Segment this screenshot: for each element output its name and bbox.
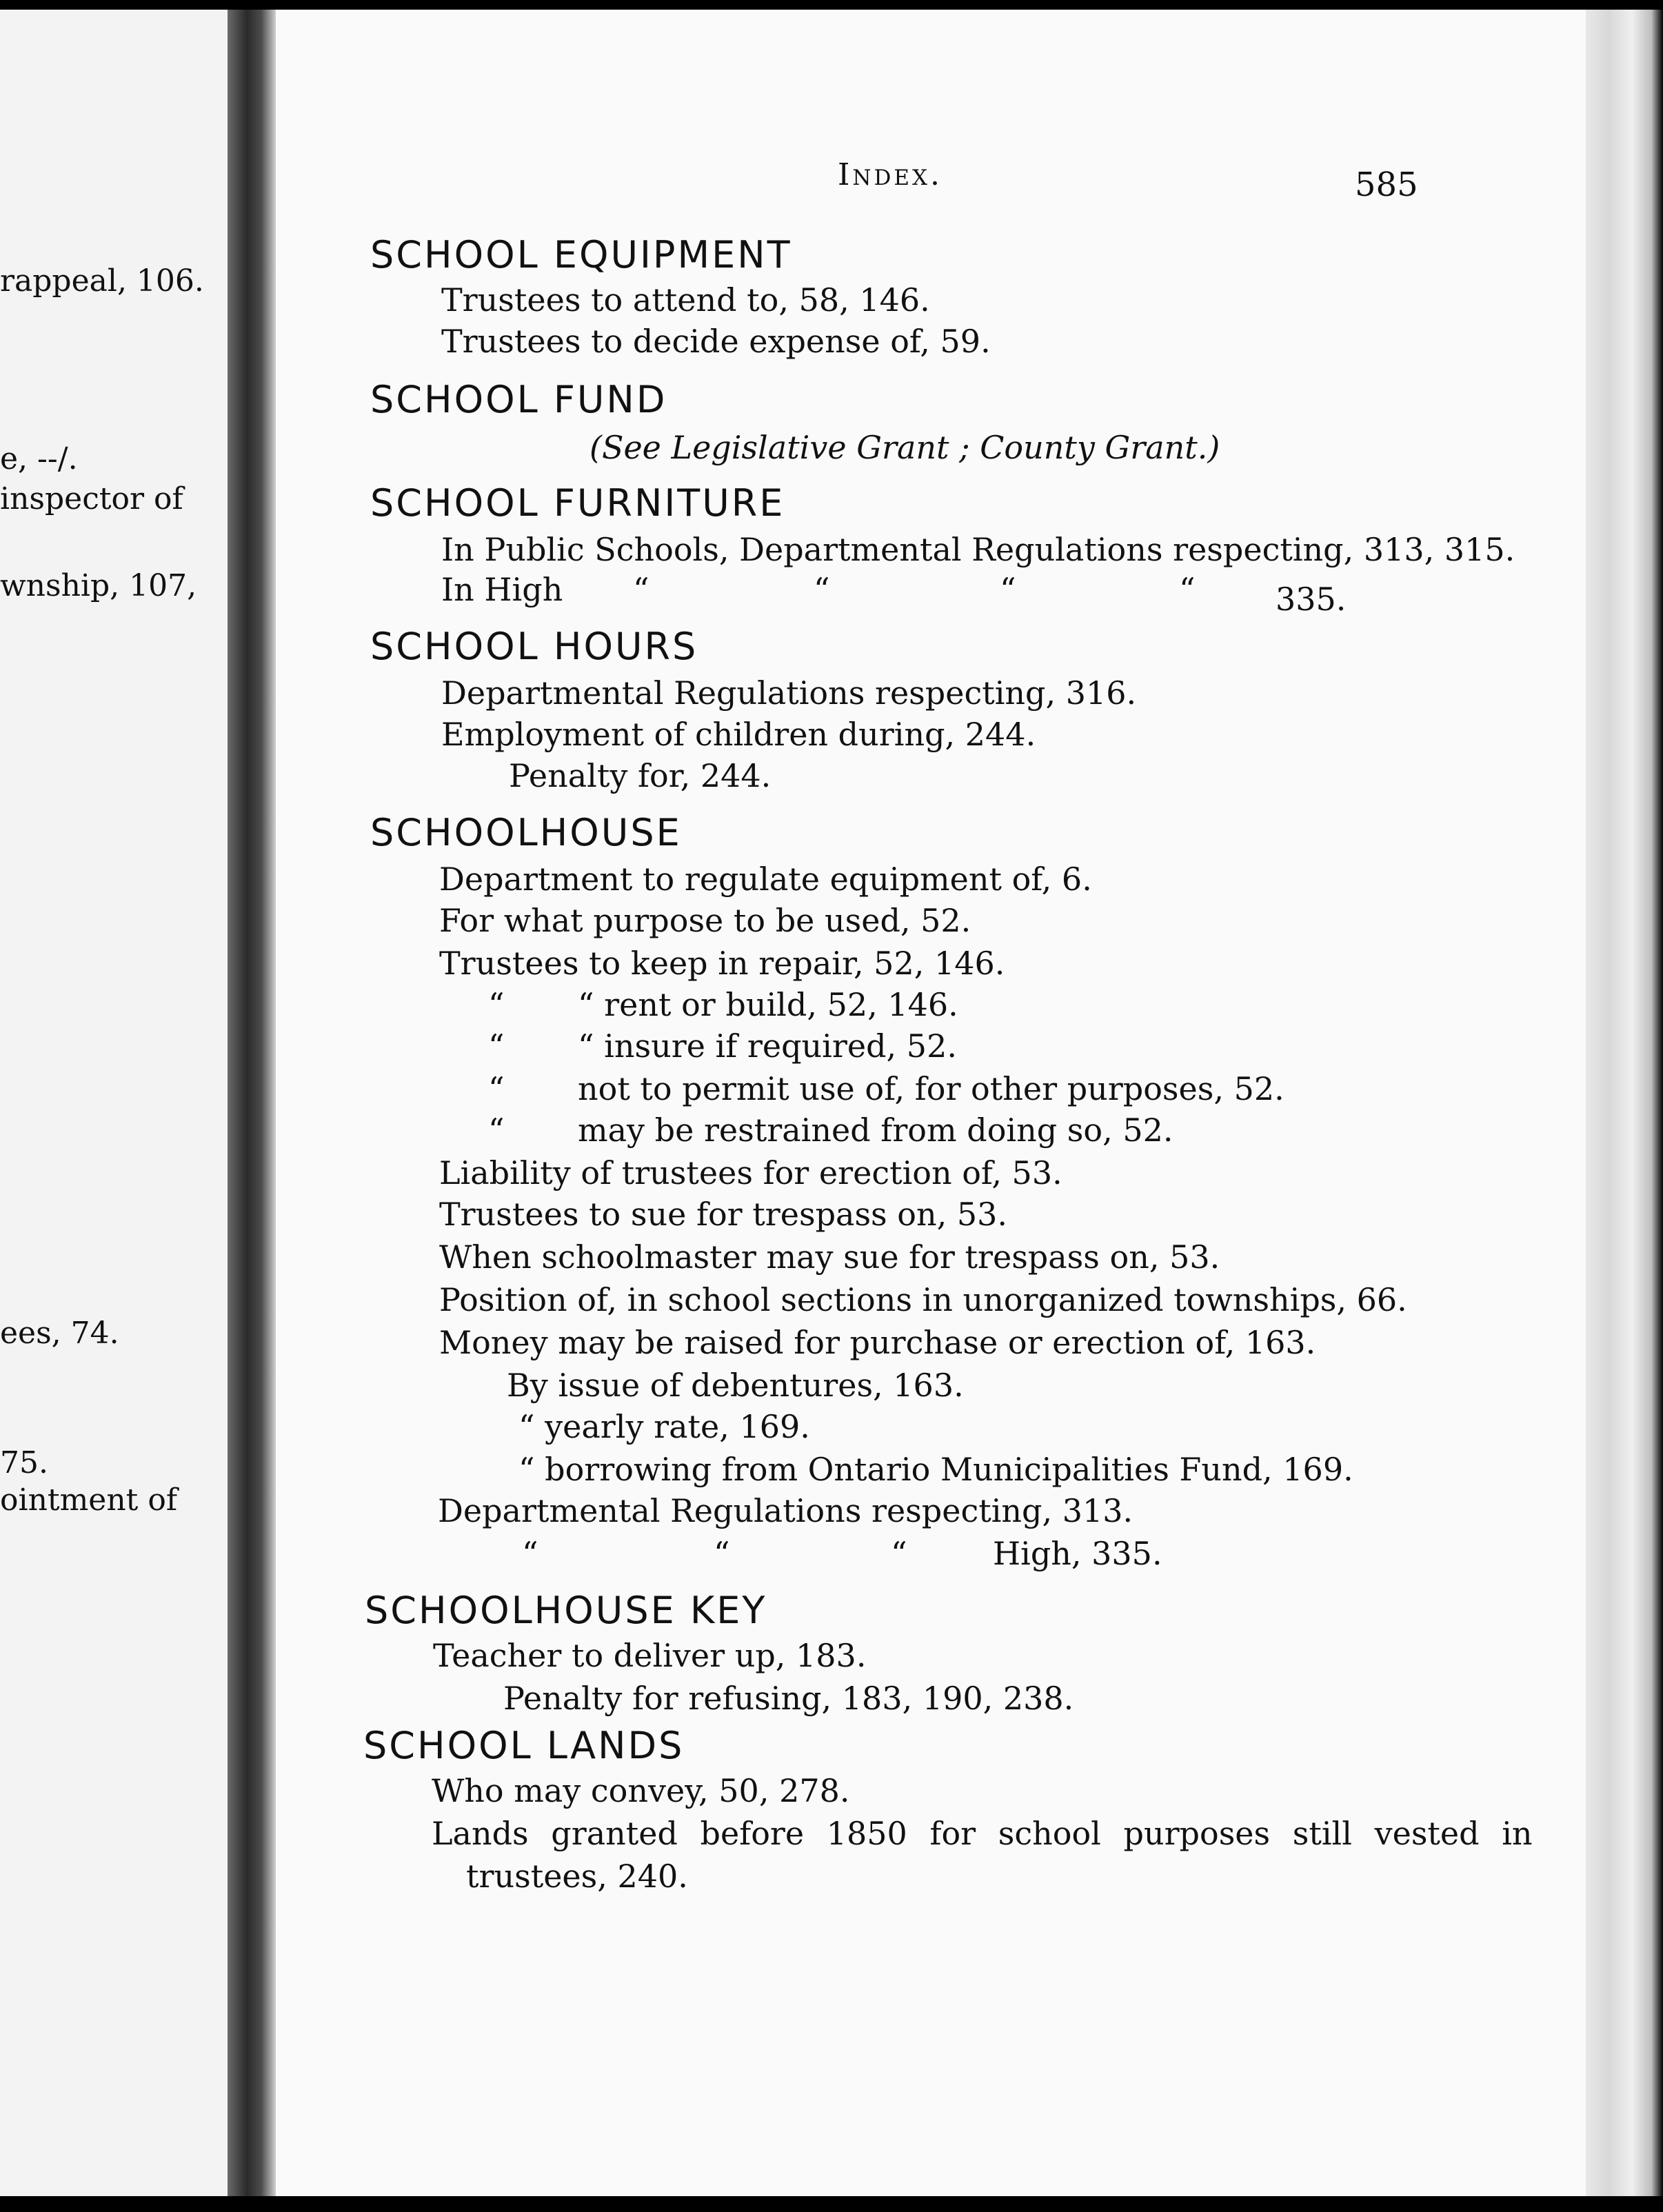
facing-page-edge <box>0 0 228 2212</box>
entry-line: Department to regulate equipment of, 6. <box>439 861 1092 898</box>
entry-line: Trustees to attend to, 58, 146. <box>441 281 930 319</box>
entry-heading: SCHOOL FURNITURE <box>370 481 785 525</box>
entry-line: Departmental Regulations respecting, 313. <box>438 1492 1133 1529</box>
entry-line: 335. <box>1276 581 1347 618</box>
entry-line: In Public Schools, Departmental Regulations respecting, 313, 315. <box>441 531 1515 568</box>
entry-heading: SCHOOLHOUSE <box>370 811 682 854</box>
entry-line: Penalty for refusing, 183, 190, 238. <box>503 1680 1074 1717</box>
entry-line: Liability of trustees for erection of, 53. <box>439 1154 1062 1192</box>
entry-heading: SCHOOL LANDS <box>363 1724 685 1767</box>
scan-border-bottom <box>0 2196 1663 2212</box>
facing-page-fragment: rappeal, 106. <box>0 263 204 299</box>
ditto-mark: “ <box>488 1070 505 1107</box>
entry-line: Penalty for, 244. <box>509 757 772 794</box>
entry-line: Teacher to deliver up, 183. <box>433 1637 867 1674</box>
ditto-mark: “ <box>633 571 649 608</box>
entry-line: Trustees to decide expense of, 59. <box>441 323 991 360</box>
entry-line: High, 335. <box>993 1535 1162 1572</box>
facing-page-fragment: wnship, 107, <box>0 568 197 603</box>
entry-line: Trustees to sue for trespass on, 53. <box>439 1196 1008 1233</box>
entry-line: trustees, 240. <box>466 1858 688 1895</box>
entry-heading: SCHOOLHOUSE KEY <box>365 1589 767 1632</box>
facing-page-fragment: 75. <box>0 1445 48 1480</box>
entry-line: Who may convey, 50, 278. <box>432 1772 850 1809</box>
entry-line: Position of, in school sections in unorganized townships, 66. <box>439 1281 1407 1318</box>
entry-line: “ borrowing from Ontario Municipalities Fund, 169. <box>518 1451 1353 1488</box>
ditto-mark: “ <box>1179 571 1196 608</box>
book-spine-shadow <box>228 0 276 2212</box>
entry-line: not to permit use of, for other purposes, 52. <box>578 1070 1284 1107</box>
ditto-mark: “ <box>488 986 505 1023</box>
entry-heading: SCHOOL EQUIPMENT <box>370 233 792 276</box>
facing-page-fragment: ointment of <box>0 1482 178 1518</box>
ditto-mark: “ <box>714 1535 730 1572</box>
entry-line: By issue of debentures, 163. <box>507 1367 964 1404</box>
entry-line: Employment of children during, 244. <box>441 716 1036 753</box>
entry-line: Money may be raised for purchase or erection of, 163. <box>439 1324 1316 1361</box>
page-number: 585 <box>1355 165 1418 204</box>
entry-line: Lands granted before 1850 for school purposes still vested in <box>432 1815 1533 1852</box>
ditto-mark: “ <box>488 1112 505 1149</box>
page-edge <box>1586 0 1663 2212</box>
facing-page-fragment: inspector of <box>0 481 183 516</box>
entry-line: For what purpose to be used, 52. <box>439 902 971 939</box>
entry-line: may be restrained from doing so, 52. <box>578 1112 1173 1149</box>
entry-line: When schoolmaster may sue for trespass on, 53. <box>439 1238 1220 1276</box>
entry-line: “ rent or build, 52, 146. <box>578 986 958 1023</box>
entry-line: “ insure if required, 52. <box>578 1027 957 1065</box>
entry-line: Departmental Regulations respecting, 316. <box>441 674 1137 712</box>
ditto-mark: “ <box>1000 571 1016 608</box>
entry-line: “ yearly rate, 169. <box>518 1408 810 1445</box>
scan-border-top <box>0 0 1663 10</box>
facing-page-fragment: ees, 74. <box>0 1316 119 1351</box>
entry-line: In High <box>441 571 563 608</box>
cross-reference: (See Legislative Grant ; County Grant.) <box>589 429 1220 466</box>
ditto-mark: “ <box>488 1027 505 1065</box>
running-head: Index. <box>838 157 943 192</box>
entry-line: Trustees to keep in repair, 52, 146. <box>439 945 1005 982</box>
entry-heading: SCHOOL FUND <box>370 378 667 421</box>
ditto-mark: “ <box>891 1535 907 1572</box>
ditto-mark: “ <box>814 571 830 608</box>
entry-heading: SCHOOL HOURS <box>370 625 698 668</box>
facing-page-fragment: e, --/. <box>0 441 78 476</box>
ditto-mark: “ <box>522 1535 538 1572</box>
